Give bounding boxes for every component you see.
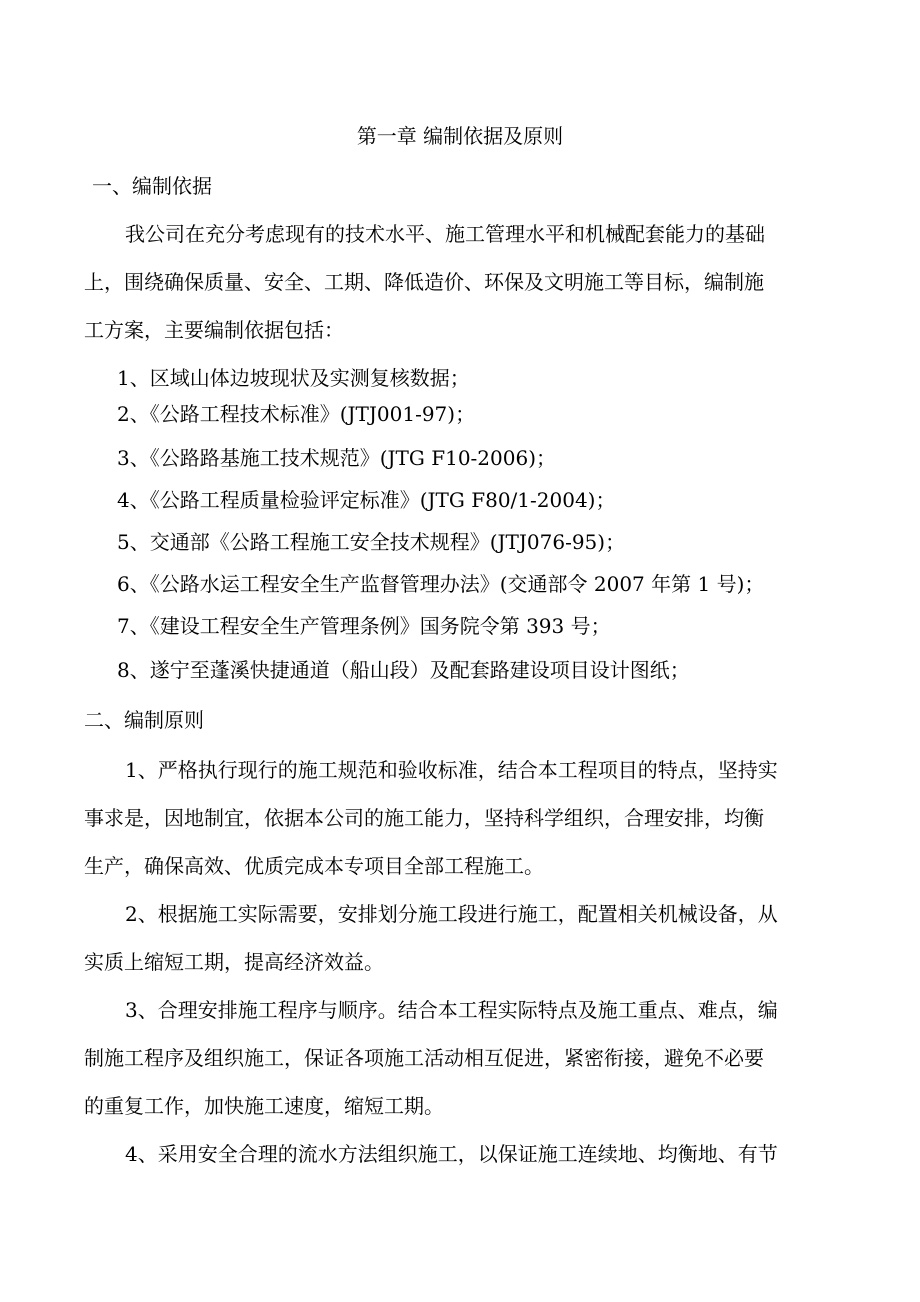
basis-item: 7、《建设工程安全生产管理条例》国务院令第 393 号； xyxy=(117,614,611,638)
section2-heading: 二、编制原则 xyxy=(84,708,204,732)
basis-item: 3、《公路路基施工技术规范》(JTG F10-2006)； xyxy=(117,446,557,470)
basis-item: 1、区域山体边坡现状及实测复核数据； xyxy=(117,366,470,390)
principle-line: 3、合理安排施工程序与顺序。结合本工程实际特点及施工重点、难点，编 xyxy=(125,998,778,1022)
section1-heading: 一、编制依据 xyxy=(92,174,212,198)
principle-line: 实质上缩短工期，提高经济效益。 xyxy=(84,950,384,974)
basis-item: 2、《公路工程技术标准》(JTJ001-97)； xyxy=(117,402,476,426)
section1-intro-line: 工方案，主要编制依据包括： xyxy=(84,318,344,342)
basis-item: 4、《公路工程质量检验评定标准》(JTG F80/1-2004)； xyxy=(117,488,616,512)
basis-item: 5、交通部《公路工程施工安全技术规程》(JTJ076-95)； xyxy=(117,530,626,554)
principle-line: 制施工程序及组织施工，保证各项施工活动相互促进，紧密衔接，避免不必要 xyxy=(84,1046,764,1070)
principle-line: 2、根据施工实际需要，安排划分施工段进行施工，配置相关机械设备，从 xyxy=(125,902,778,926)
principle-line: 生产，确保高效、优质完成本专项目全部工程施工。 xyxy=(84,854,544,878)
principle-line: 1、严格执行现行的施工规范和验收标准，结合本工程项目的特点，坚持实 xyxy=(125,758,778,782)
principle-line: 的重复工作，加快施工速度，缩短工期。 xyxy=(84,1094,444,1118)
basis-item: 6、《公路水运工程安全生产监督管理办法》(交通部令 2007 年第 1 号)； xyxy=(117,572,765,596)
section1-intro-line: 上，围绕确保质量、安全、工期、降低造价、环保及文明施工等目标，编制施 xyxy=(84,270,764,294)
page-title: 第一章 编制依据及原则 xyxy=(356,124,564,148)
principle-line: 4、采用安全合理的流水方法组织施工，以保证施工连续地、均衡地、有节 xyxy=(125,1142,778,1166)
principle-line: 事求是，因地制宜，依据本公司的施工能力，坚持科学组织，合理安排，均衡 xyxy=(84,806,764,830)
basis-item: 8、遂宁至蓬溪快捷通道（船山段）及配套路建设项目设计图纸； xyxy=(117,658,690,682)
section1-intro-line: 我公司在充分考虑现有的技术水平、施工管理水平和机械配套能力的基础 xyxy=(125,222,765,246)
